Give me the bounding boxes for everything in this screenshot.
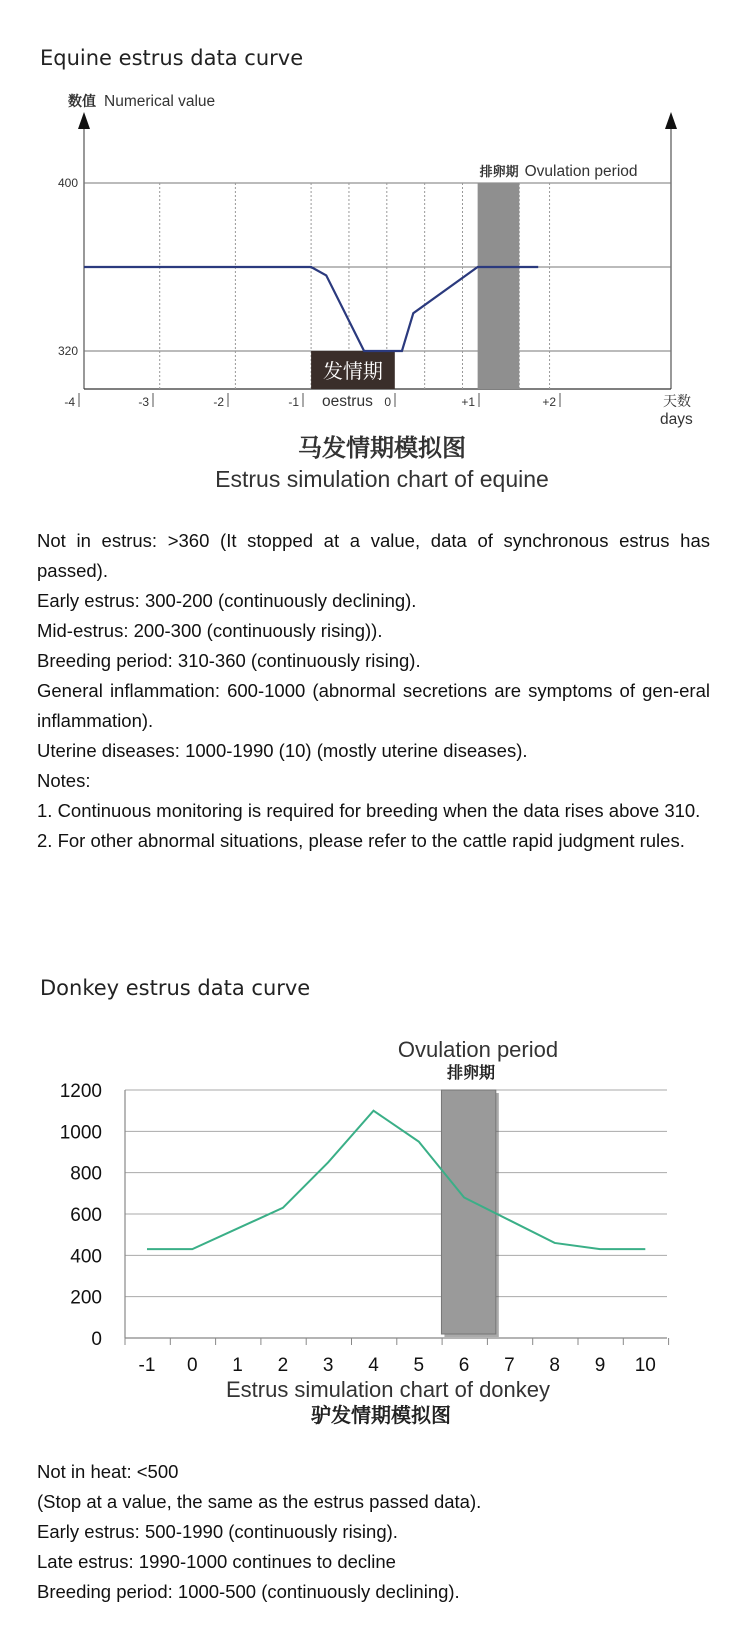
equine-note-line: Breeding period: 310-360 (continuously rising). (37, 650, 421, 671)
y-axis-right-arrow-icon (665, 112, 677, 129)
donkey-chart-title-cn: 驴发情期模拟图 (311, 1405, 451, 1427)
y-axis-arrow-icon (78, 112, 90, 129)
donkey-section-title: Donkey estrus data curve (40, 976, 311, 1000)
x-tick-label: -1 (138, 1355, 156, 1376)
x-tick-label: -1 (288, 395, 299, 409)
equine-ylabel: Numerical value (104, 93, 216, 110)
donkey-notes (37, 1457, 710, 1607)
equine-note-line: Notes: (37, 770, 91, 791)
equine-chart-title: 马发情期模拟图 (298, 435, 466, 462)
y-tick-label: 1200 (59, 1081, 102, 1102)
x-tick-label: 8 (549, 1355, 560, 1376)
equine-ylabel-cn: 数值 (68, 93, 96, 109)
equine-section-title: Equine estrus data curve (40, 46, 304, 70)
x-tick-label: +2 (542, 395, 556, 409)
oestrus-label: oestrus (322, 393, 373, 410)
equine-chart (0, 84, 750, 504)
y-tick-label: 0 (91, 1329, 102, 1350)
donkey-note-line: (Stop at a value, the same as the estrus passed data). (37, 1491, 482, 1512)
equine-note-line: Early estrus: 300-200 (continuously declining). (37, 590, 417, 611)
y-tick-label: 200 (70, 1287, 102, 1309)
x-tick-label: -3 (138, 395, 149, 409)
donkey-note-line: Early estrus: 500-1990 (continuously rising). (37, 1521, 398, 1542)
donkey-note-line: Breeding period: 1000-500 (continuously declining). (37, 1581, 460, 1602)
y-tick-label: 400 (70, 1246, 102, 1268)
estrus-box-label: 发情期 (322, 361, 383, 383)
equine-chart-subtitle: Estrus simulation chart of equine (215, 466, 549, 492)
y-tick-label: 600 (70, 1205, 102, 1226)
x-tick-label: 9 (594, 1355, 606, 1376)
x-tick-label: 5 (413, 1355, 425, 1376)
equine-note-line: Uterine diseases: 1000-1990 (10) (mostly uterine diseases). (37, 740, 528, 761)
donkey-chart (0, 1030, 750, 1450)
x-tick-label: -2 (213, 395, 224, 409)
x-tick-label: 0 (187, 1355, 198, 1376)
y-tick-label: 400 (57, 176, 78, 190)
x-tick-label: 0 (384, 395, 391, 409)
equine-note-line: 1. Continuous monitoring is required for breeding when the data rises above 310. (37, 800, 701, 821)
equine-xlabel: days (660, 411, 693, 428)
x-tick-label: 10 (634, 1355, 656, 1376)
equine-xlabel-cn: 天数 (663, 393, 691, 409)
ovulation-label-cn: 排卵期 (479, 164, 519, 179)
equine-note-line: Not in estrus: >360 (It stopped at a value, data of synchronous estrus has passed). (37, 530, 710, 581)
x-tick-label: 6 (458, 1355, 470, 1376)
x-tick-label: 1 (232, 1355, 243, 1376)
x-tick-label: 2 (277, 1355, 289, 1376)
equine-note-line: Mid-estrus: 200-300 (continuously rising)). (37, 620, 383, 641)
donkey-ovulation-label-cn: 排卵期 (446, 1065, 496, 1082)
donkey-chart-title: Estrus simulation chart of donkey (225, 1377, 551, 1402)
x-tick-label: -4 (64, 395, 75, 409)
x-tick-label: +1 (461, 395, 475, 409)
y-tick-label: 320 (57, 344, 78, 358)
x-tick-label: 7 (504, 1355, 515, 1376)
ovulation-band (441, 1090, 495, 1334)
ovulation-band (478, 183, 520, 389)
equine-note-line: 2. For other abnormal situations, please refer to the cattle rapid judgment rules. (37, 830, 685, 851)
y-tick-label: 800 (70, 1163, 102, 1185)
x-tick-label: 4 (368, 1355, 379, 1376)
ovulation-label: Ovulation period (524, 163, 638, 180)
x-tick-label: 3 (322, 1355, 334, 1376)
donkey-note-line: Late estrus: 1990-1000 continues to decline (37, 1551, 396, 1572)
donkey-ovulation-label: Ovulation period (397, 1037, 559, 1062)
equine-note-line: General inflammation: 600-1000 (abnormal secretions are symptoms of gen-eral inflammation). (37, 680, 710, 731)
y-tick-label: 1000 (59, 1122, 102, 1144)
donkey-note-line: Not in heat: <500 (37, 1461, 179, 1482)
equine-notes (37, 526, 710, 856)
